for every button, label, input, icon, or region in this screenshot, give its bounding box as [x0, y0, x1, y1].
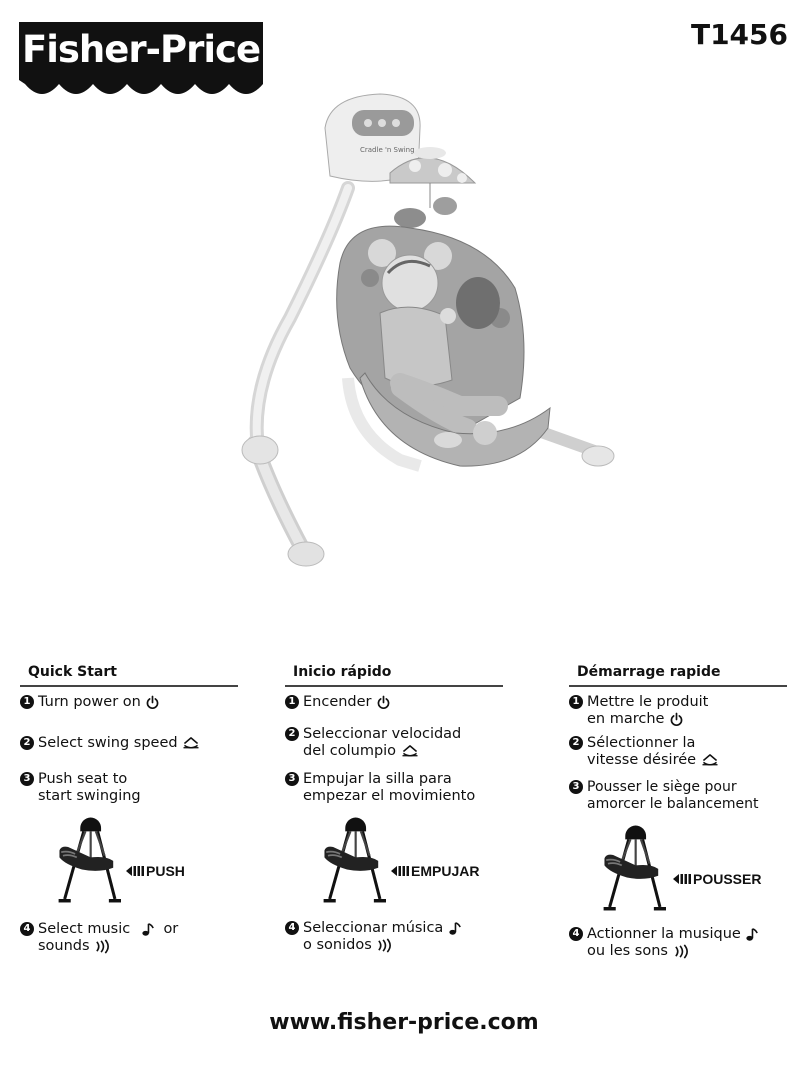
push-label: EMPUJAR — [411, 863, 480, 879]
step-text-line2: amorcer le balancement — [587, 796, 759, 812]
push-seat-diagram — [321, 812, 399, 908]
step-text-line2: sounds — [38, 938, 90, 954]
step-number: 4 — [20, 922, 34, 936]
step-number: 4 — [569, 927, 583, 941]
step-2 — [569, 735, 719, 769]
logo-text: Fisher-Price — [21, 28, 261, 71]
website-url[interactable]: www.fisher-price.com — [269, 1010, 539, 1035]
step-text: Turn power on — [38, 694, 141, 710]
step-text-line2: o sonidos — [303, 937, 372, 953]
push-label: POUSSER — [693, 871, 762, 887]
power-icon — [376, 695, 391, 710]
step-1 — [569, 694, 708, 728]
step-1 — [285, 694, 391, 711]
step-number: 2 — [20, 736, 34, 750]
sounds-icon — [94, 939, 111, 954]
step-text-line1: Seleccionar música — [303, 920, 444, 936]
step-2 — [285, 726, 461, 760]
step-number: 2 — [285, 727, 299, 741]
step-text-line2: vitesse désirée — [587, 752, 697, 768]
swing-speed-icon — [182, 736, 200, 751]
step-text-line2: del columpio — [303, 743, 397, 759]
quick-start-english — [20, 664, 238, 954]
step-text-line1: Empujar la silla para — [303, 771, 452, 787]
power-icon — [669, 712, 684, 727]
quick-start-french — [569, 664, 787, 959]
step-text-line1: Push seat to — [38, 771, 128, 787]
step-number: 3 — [20, 772, 34, 786]
music-note-icon — [141, 922, 155, 937]
step-number: 1 — [20, 695, 34, 709]
sounds-icon — [376, 938, 393, 953]
brand-logo — [19, 22, 263, 102]
step-text-line2: ou les sons — [587, 943, 668, 959]
music-note-icon — [448, 921, 462, 936]
step-4 — [285, 920, 462, 954]
step-text-line2: en marche — [587, 711, 665, 727]
section-title: Démarrage rapide — [569, 664, 787, 687]
sounds-icon — [673, 944, 690, 959]
step-3 — [20, 771, 141, 805]
step-number: 1 — [285, 695, 299, 709]
swing-speed-icon — [701, 753, 719, 768]
music-note-icon — [745, 927, 759, 942]
step-1 — [20, 694, 160, 711]
step-text: Encender — [303, 694, 372, 710]
power-icon — [145, 695, 160, 710]
step-3 — [285, 771, 475, 805]
push-arrow-icon — [391, 864, 411, 878]
push-seat-diagram — [601, 820, 679, 916]
step-number: 4 — [285, 921, 299, 935]
step-number: 3 — [285, 772, 299, 786]
quick-start-spanish — [285, 664, 503, 953]
step-3 — [569, 779, 758, 813]
step-text-line1: Actionner la musique — [587, 926, 741, 942]
push-label: PUSH — [146, 863, 185, 879]
step-4 — [569, 926, 759, 960]
section-title: Inicio rápido — [285, 664, 503, 687]
step-text-line1: Mettre le produit — [587, 694, 709, 710]
push-arrow-icon — [673, 872, 693, 886]
swing-speed-icon — [401, 744, 419, 759]
step-text-line1: Select music — [38, 921, 131, 937]
push-arrow-icon — [126, 864, 146, 878]
section-title: Quick Start — [20, 664, 238, 687]
step-text-line1: Pousser le siège pour — [587, 779, 737, 795]
step-text-line2: start swinging — [38, 788, 141, 804]
step-text-line1: Sélectionner la — [587, 735, 696, 751]
step-number: 1 — [569, 695, 583, 709]
push-seat-diagram — [56, 812, 134, 908]
step-2 — [20, 735, 200, 752]
step-text-or: or — [163, 921, 179, 937]
canopy-label: Cradle 'n Swing — [360, 146, 415, 154]
step-4 — [20, 921, 178, 955]
product-illustration — [230, 88, 630, 578]
model-number: T1456 — [690, 18, 788, 51]
step-text-line2: empezar el movimiento — [303, 788, 476, 804]
step-number: 3 — [569, 780, 583, 794]
step-number: 2 — [569, 736, 583, 750]
step-text-line1: Seleccionar velocidad — [303, 726, 462, 742]
step-text: Select swing speed — [38, 735, 178, 751]
